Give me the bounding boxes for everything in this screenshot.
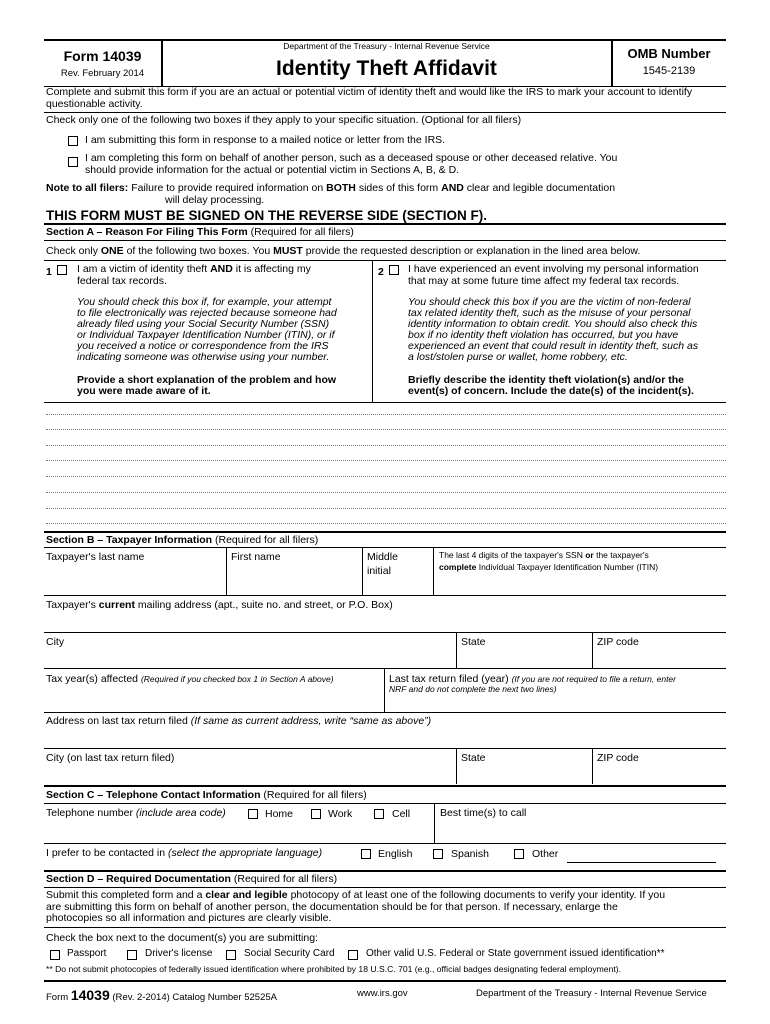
ssn-l2: Individual Taxpayer Identification Number (ITIN)	[478, 562, 659, 572]
last-name-label: Taxpayer's last name	[46, 551, 145, 563]
last-address-note: (If same as current address, write “same as above”)	[190, 715, 432, 727]
form-number: Form 14039	[63, 48, 142, 64]
on-behalf-label-line1: I am completing this form on behalf of another person, such as a deceased spouse or other deceased relative. You	[85, 152, 618, 164]
instr-a: Check only	[46, 245, 98, 257]
section-d-header	[46, 873, 337, 885]
box2-ex-line: box if no identity theft violation has occurred, but you have	[408, 329, 679, 341]
victim-checkbox[interactable]	[57, 265, 67, 275]
last-return-text: Last tax return filed (year)	[389, 673, 509, 685]
doc-line2: are submitting this form on behalf of another person, the documentation should be for that person. If necessary, enlarge the	[46, 900, 618, 913]
ssn-l1a: The last 4 digits of the taxpayer's SSN	[439, 550, 583, 560]
last-address-field[interactable]	[44, 728, 726, 748]
cell-checkbox[interactable]	[374, 809, 384, 819]
footer-form-label: Form	[46, 992, 69, 1003]
section-c-header	[46, 789, 367, 801]
intro-paragraph: Complete and submit this form if you are an actual or potential victim of identity theft and would like the IRS to mark your account to identify questionable activity.	[46, 86, 693, 110]
doc-line3: photocopies so all information and pictures are clearly visible.	[46, 912, 332, 924]
box1-l1a: I am a victim of identity theft	[77, 263, 208, 275]
box2-ex-line: tax related identity theft, such as the misuse of your personal	[408, 307, 691, 319]
box1-prompt-line: you were made aware of it.	[77, 385, 211, 397]
box1-example	[77, 297, 337, 363]
omb-number: 1545-2139	[642, 65, 696, 77]
footer-catalog: Catalog Number 52525A	[172, 992, 277, 1003]
ssn-label-line1	[439, 551, 649, 561]
box1-ex-line: indicating someone was otherwise using your number.	[77, 351, 330, 363]
cell-label: Cell	[392, 808, 411, 820]
other-language-label: Other	[532, 848, 559, 860]
language-text: I prefer to be contacted in	[46, 847, 166, 859]
phone-label	[46, 807, 226, 819]
phone-note: (include area code)	[135, 807, 226, 819]
drivers-license-label: Driver's license	[145, 948, 213, 959]
state-field[interactable]	[457, 633, 592, 668]
last-return-field[interactable]	[385, 696, 726, 712]
ssc-checkbox[interactable]	[226, 950, 236, 960]
on-behalf-checkbox[interactable]	[68, 157, 78, 167]
section-d-paragraph	[46, 890, 665, 925]
box2-ex-line: identity information to obtain credit. You should also check this	[408, 318, 698, 330]
department-header: Department of the Treasury - Internal Revenue Service	[283, 41, 490, 51]
box1-ex-line: or Individual Taxpayer Identification Number (ITIN), or if	[77, 329, 335, 341]
state-last-label: State	[461, 752, 486, 764]
box1-line1	[77, 263, 311, 275]
doc-p1b: clear and legible	[205, 889, 288, 901]
addr-b: mailing address (apt., suite no. and street, or P.O. Box)	[137, 599, 393, 611]
section-b-title: Section B – Taxpayer Information	[46, 534, 213, 546]
box2-ex-line: experienced an event that could result in identity theft, such as	[408, 340, 699, 352]
box2-example	[408, 297, 698, 363]
ssn-complete: complete	[439, 562, 477, 572]
footer-url: www.irs.gov	[357, 988, 408, 999]
footer-department: Department of the Treasury - Internal Revenue Service	[476, 988, 707, 999]
box2-prompt-line: event(s) of concern. Include the date(s) of the incident(s).	[408, 385, 694, 397]
zip-last-field[interactable]	[593, 749, 726, 784]
form-revision: Rev. February 2014	[60, 68, 145, 79]
box2-number: 2	[378, 266, 384, 278]
box2-prompt	[408, 375, 694, 397]
section-b-header	[46, 534, 318, 546]
section-c-title: Section C – Telephone Contact Information	[46, 789, 261, 801]
tax-years-note: (Required if you checked box 1 in Section A above)	[140, 674, 334, 684]
middle-label: Middle	[367, 551, 398, 563]
other-id-label: Other valid U.S. Federal or State government issued identification**	[366, 948, 665, 959]
section-a-title: Section A – Reason For Filing This Form	[46, 226, 248, 238]
note-text-c: clear and legible documentation	[466, 182, 616, 194]
box1-and: AND	[210, 263, 233, 275]
ssc-label: Social Security Card	[244, 948, 335, 959]
box1-line2: federal tax records.	[77, 275, 167, 287]
phone-text: Telephone number	[46, 807, 133, 819]
first-name-label: First name	[231, 551, 281, 563]
spanish-label: Spanish	[451, 848, 489, 860]
footnote: ** Do not submit photocopies of federally issued identification where prohibited by 18 U.S.C. 701 (e.g., official badges designating federal employment).	[46, 964, 622, 974]
box2-ex-line: a lost/stolen purse or wallet, home robbery, etc.	[408, 351, 628, 363]
note-text-line2: will delay processing.	[165, 194, 265, 206]
spanish-checkbox[interactable]	[433, 849, 443, 859]
instr-b: of the following two boxes. You	[126, 245, 271, 257]
note-text-a: Failure to provide required information on	[131, 182, 324, 194]
addr-a: Taxpayer's	[46, 599, 96, 611]
work-label: Work	[328, 808, 353, 820]
tax-years-text: Tax year(s) affected	[46, 673, 139, 685]
tax-years-field[interactable]	[44, 686, 384, 712]
section-d-required: (Required for all filers)	[233, 873, 338, 885]
box1-l1b: it is affecting my	[235, 263, 311, 275]
zip-field[interactable]	[593, 633, 726, 668]
instr-one: ONE	[100, 245, 124, 257]
doc-p1a: Submit this completed form and a	[46, 889, 203, 901]
explanation-area[interactable]	[44, 404, 726, 524]
language-note: (select the appropriate language)	[168, 847, 323, 859]
doc-check-instruction: Check the box next to the document(s) you are submitting:	[46, 932, 318, 944]
omb-label: OMB Number	[627, 46, 711, 61]
box1-ex-line: you received a notice or correspondence from the IRS	[77, 340, 329, 352]
box1-prompt	[77, 375, 336, 397]
state-last-field[interactable]	[457, 749, 592, 784]
last-return-note2: NRF and do not complete the next two lines)	[389, 684, 557, 694]
note-and: AND	[441, 182, 464, 194]
sign-reverse-banner: THIS FORM MUST BE SIGNED ON THE REVERSE SIDE (SECTION F).	[46, 208, 488, 223]
ssn-or: or	[585, 550, 594, 560]
last-address-label	[46, 715, 431, 727]
phone-field[interactable]	[44, 822, 434, 843]
note-text-b: sides of this form	[358, 182, 439, 194]
language-label	[46, 847, 322, 859]
event-checkbox[interactable]	[389, 265, 399, 275]
middle-initial-field[interactable]	[363, 548, 433, 595]
section-a-required: (Required for all filers)	[250, 226, 354, 238]
box2-prompt-line: Briefly describe the identity theft violation(s) and/or the	[408, 374, 684, 386]
section-a-header	[46, 226, 354, 238]
form-title: Identity Theft Affidavit	[276, 57, 497, 80]
best-time-label: Best time(s) to call	[440, 807, 527, 819]
last-return-note1: (If you are not required to file a return, enter	[511, 674, 676, 684]
other-language-checkbox[interactable]	[514, 849, 524, 859]
footer-revision: (Rev. 2-2014)	[112, 992, 170, 1003]
drivers-license-checkbox[interactable]	[127, 950, 137, 960]
note-both: BOTH	[326, 182, 356, 194]
home-label: Home	[265, 808, 294, 820]
english-label: English	[378, 848, 413, 860]
footer-form-number: 14039	[70, 987, 110, 1003]
passport-label: Passport	[67, 948, 107, 959]
work-checkbox[interactable]	[311, 809, 321, 819]
box1-ex-line: to file electronically was rejected because someone had	[77, 307, 337, 319]
english-checkbox[interactable]	[361, 849, 371, 859]
other-id-checkbox[interactable]	[348, 950, 358, 960]
section-c-required: (Required for all filers)	[263, 789, 367, 801]
passport-checkbox[interactable]	[50, 950, 60, 960]
footer-form	[46, 987, 277, 1004]
city-field[interactable]	[44, 633, 456, 668]
city-last-field[interactable]	[44, 749, 456, 784]
ssn-field[interactable]	[434, 575, 726, 595]
doc-p1c: photocopy of at least one of the following documents to verify your identity. If you	[290, 889, 666, 901]
note-label: Note to all filers:	[46, 182, 129, 194]
instr-must: MUST	[273, 245, 303, 257]
addr-current: current	[98, 599, 135, 611]
box1-prompt-line: Provide a short explanation of the problem and how	[77, 374, 337, 386]
home-checkbox[interactable]	[248, 809, 258, 819]
ssn-l1b: the taxpayer's	[596, 550, 649, 560]
box1-ex-line: already filed using your Social Security Number (SSN)	[77, 318, 330, 330]
city-last-label: City (on last tax return filed)	[46, 752, 175, 764]
zip-label: ZIP code	[597, 636, 639, 648]
box2-line1: I have experienced an event involving my personal information	[408, 263, 699, 275]
on-behalf-label-line2: should provide information for the actual or potential victim in Sections A, B, & D.	[85, 164, 460, 176]
mailed-notice-label: I am submitting this form in response to a mailed notice or letter from the IRS.	[85, 134, 446, 146]
instr-c: provide the requested description or explanation in the lined area below.	[305, 245, 641, 257]
check-one-instruction: Check only one of the following two boxes if they apply to your specific situation. (Optional for all filers)	[46, 114, 522, 126]
current-address-field[interactable]	[44, 612, 726, 632]
state-label: State	[461, 636, 486, 648]
section-d-title: Section D – Required Documentation	[46, 873, 231, 885]
last-name-field[interactable]	[44, 548, 226, 595]
current-address-label	[46, 599, 393, 611]
box2-line2: that may at some future time affect my federal tax records.	[408, 275, 680, 287]
ssn-label-line2	[439, 563, 658, 573]
last-address-text: Address on last tax return filed	[46, 715, 188, 727]
section-a-instruction	[46, 245, 640, 257]
box2-ex-line: You should check this box if you are the victim of non-federal	[408, 296, 691, 308]
initial-label: initial	[367, 565, 391, 577]
section-b-required: (Required for all filers)	[215, 534, 319, 546]
mailed-notice-checkbox[interactable]	[68, 136, 78, 146]
first-name-field[interactable]	[227, 548, 362, 595]
note-to-filers	[46, 182, 615, 194]
other-language-field[interactable]	[567, 848, 716, 862]
best-time-field[interactable]	[435, 822, 726, 843]
box1-number: 1	[46, 266, 52, 278]
box1-ex-line: You should check this box if, for example, your attempt	[77, 296, 332, 308]
city-label: City	[46, 636, 65, 648]
tax-years-label	[46, 673, 334, 685]
zip-last-label: ZIP code	[597, 752, 639, 764]
